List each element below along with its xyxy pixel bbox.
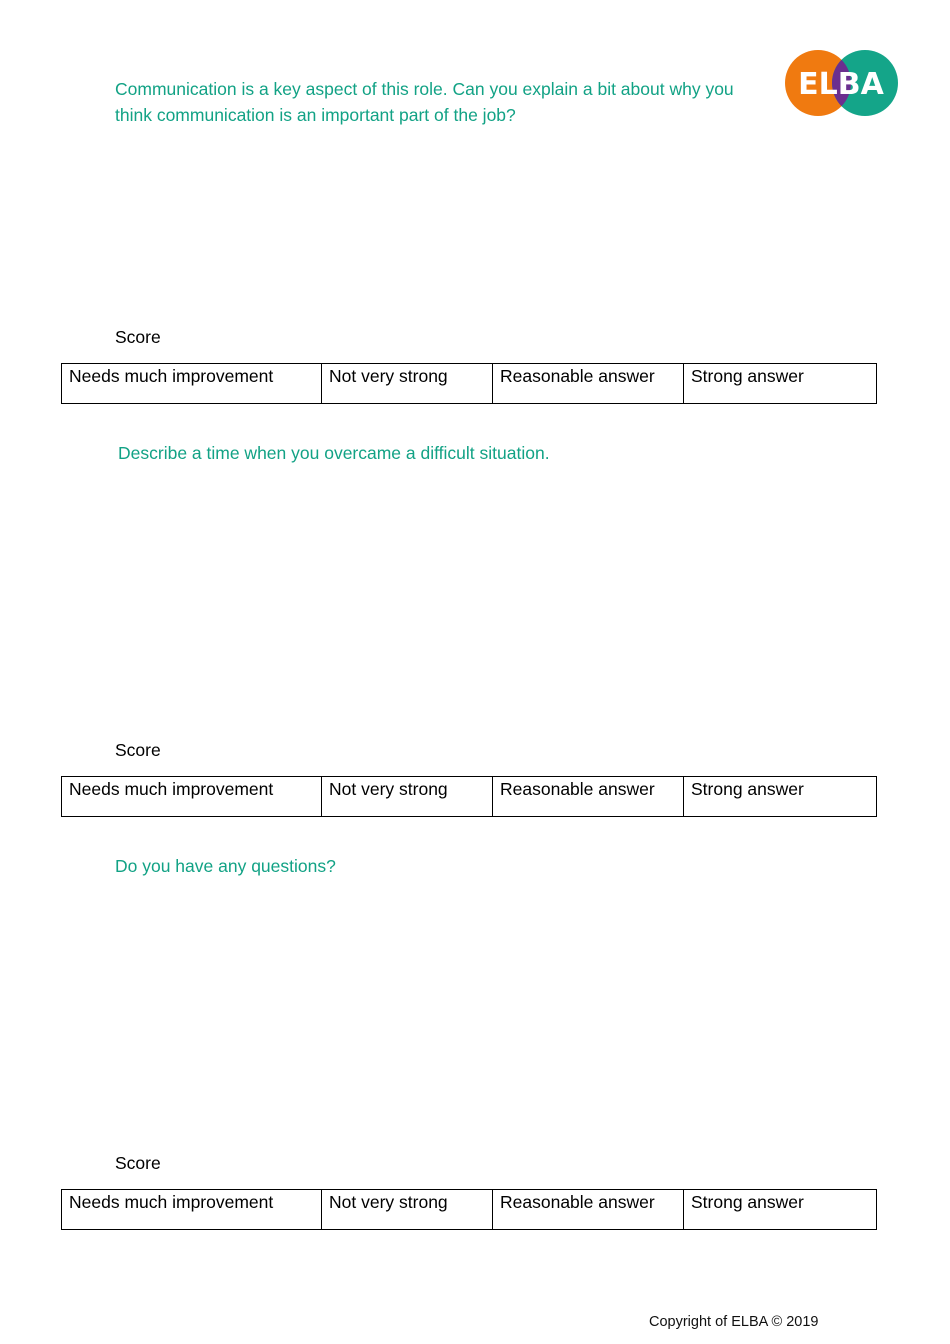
score-label: Score — [115, 327, 161, 347]
score-option-needs-improvement[interactable]: Needs much improvement — [62, 777, 322, 817]
score-option-reasonable[interactable]: Reasonable answer — [493, 777, 684, 817]
elba-logo — [783, 50, 899, 116]
score-option-strong[interactable]: Strong answer — [684, 364, 877, 404]
score-option-not-very-strong[interactable]: Not very strong — [322, 364, 493, 404]
question-communication: Communication is a key aspect of this role. Can you explain a bit about why you think communication is an important part of the job? — [115, 79, 734, 125]
score-option-not-very-strong[interactable]: Not very strong — [322, 777, 493, 817]
score-label: Score — [115, 1153, 161, 1173]
score-table — [61, 363, 877, 404]
score-table — [61, 1189, 877, 1230]
score-option-needs-improvement[interactable]: Needs much improvement — [62, 1190, 322, 1230]
question-any-questions: Do you have any questions? — [115, 856, 336, 876]
score-option-reasonable[interactable]: Reasonable answer — [493, 1190, 684, 1230]
score-option-needs-improvement[interactable]: Needs much improvement — [62, 364, 322, 404]
score-option-strong[interactable]: Strong answer — [684, 777, 877, 817]
score-option-strong[interactable]: Strong answer — [684, 1190, 877, 1230]
score-table — [61, 776, 877, 817]
score-option-reasonable[interactable]: Reasonable answer — [493, 364, 684, 404]
question-difficult-situation: Describe a time when you overcame a difficult situation. — [118, 443, 550, 463]
score-label: Score — [115, 740, 161, 760]
logo-text: ELBA — [798, 67, 884, 102]
copyright-footer: Copyright of ELBA © 2019 — [649, 1314, 819, 1330]
score-option-not-very-strong[interactable]: Not very strong — [322, 1190, 493, 1230]
